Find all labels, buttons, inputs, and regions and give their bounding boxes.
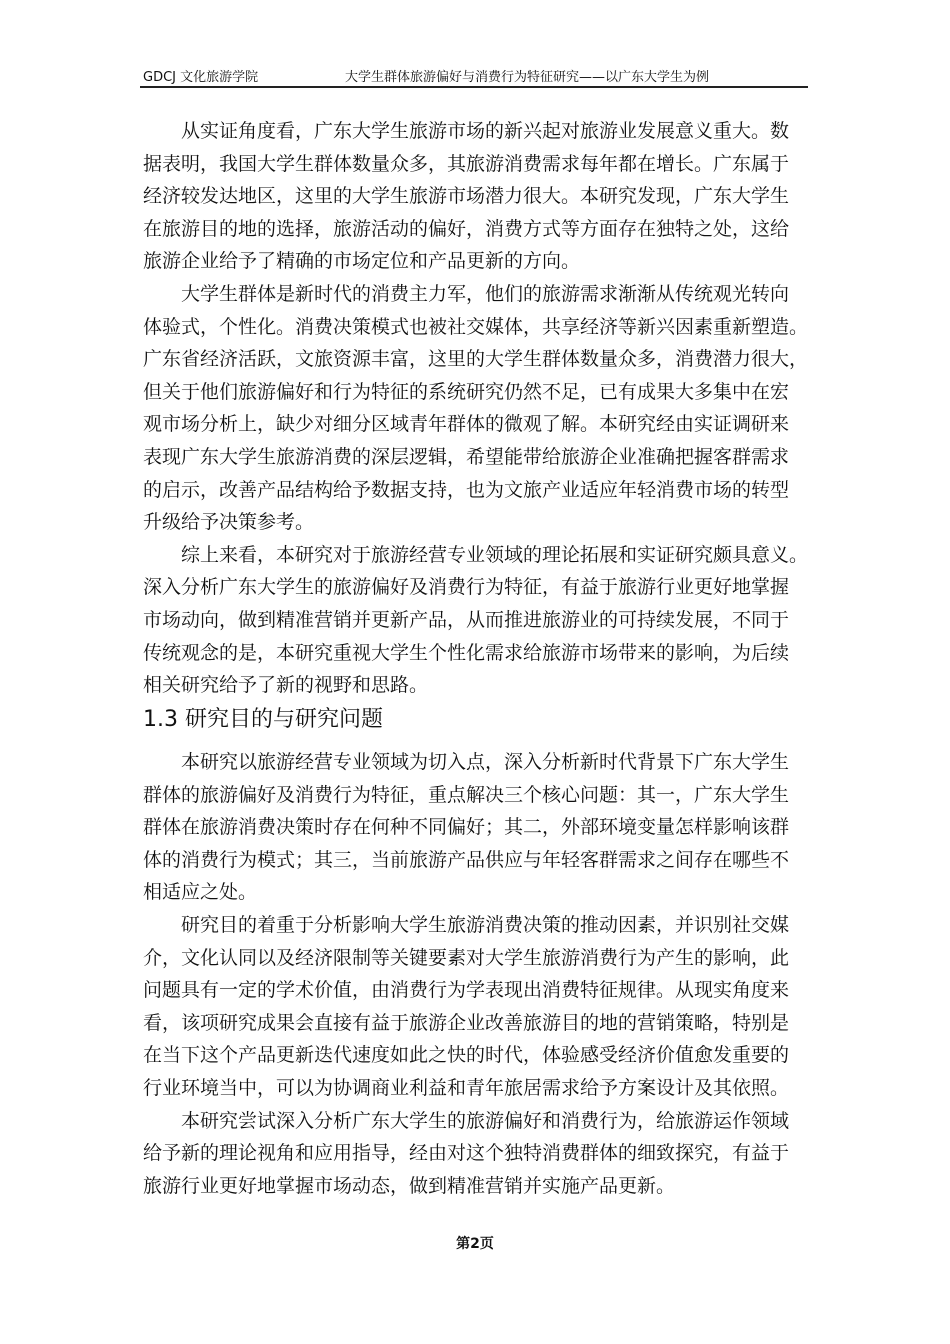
header-rule — [140, 86, 808, 88]
paragraph-line: 看，该项研究成果会直接有益于旅游企业改善旅游目的地的营销策略，特别是 — [143, 1011, 790, 1034]
paragraph-line: 相适应之处。 — [143, 881, 258, 904]
paragraph-line: 综上来看，本研究对于旅游经营专业领域的理论拓展和实证研究颇具意义。 — [181, 543, 809, 566]
paragraph — [143, 746, 813, 909]
page-number: 第2页 — [456, 1236, 494, 1252]
paragraph-line: 问题具有一定的学术价值，由消费行为学表现出消费特征规律。从现实角度来 — [143, 979, 790, 1002]
paragraph-line: 体的消费行为模式；其三，当前旅游产品供应与年轻客群需求之间存在哪些不 — [143, 848, 790, 871]
paragraph-line: 表现广东大学生旅游消费的深层逻辑，希望能带给旅游企业准确把握客群需求 — [143, 445, 790, 468]
paragraph-line: 本研究以旅游经营专业领域为切入点，深入分析新时代背景下广东大学生 — [181, 751, 790, 773]
paragraph-line: 在当下这个产品更新迭代速度如此之快的时代，体验感受经济价值愈发重要的 — [143, 1044, 790, 1067]
paragraph-line: 群体在旅游消费决策时存在何种不同偏好；其二，外部环境变量怎样影响该群 — [143, 816, 790, 839]
paragraph-line: 体验式，个性化。消费决策模式也被社交媒体，共享经济等新兴因素重新塑造。 — [143, 315, 809, 338]
paragraph — [143, 539, 813, 702]
paragraph-line: 相关研究给予了新的视野和思路。 — [143, 674, 429, 697]
header-institution: GDCJ 文化旅游学院 — [143, 70, 259, 85]
paragraph-line: 群体的旅游偏好及消费行为特征，重点解决三个核心问题：其一，广东大学生 — [143, 783, 790, 806]
paragraph — [143, 278, 813, 539]
paragraph-line: 广东省经济活跃，文旅资源丰富，这里的大学生群体数量众多，消费潜力很大， — [143, 348, 809, 371]
paragraph-line: 介，文化认同以及经济限制等关键要素对大学生旅游消费行为产生的影响，此 — [143, 946, 790, 969]
paragraph-line: 给予新的理论视角和应用指导，经由对这个独特消费群体的细致探究，有益于 — [143, 1142, 790, 1165]
paragraph-line: 升级给予决策参考。 — [143, 511, 315, 534]
paragraph-line: 研究目的着重于分析影响大学生旅游消费决策的推动因素，并识别社交媒 — [181, 913, 790, 936]
paragraph-line: 行业环境当中，可以为协调商业利益和青年旅居需求给予方案设计及其依照。 — [143, 1076, 790, 1099]
paragraph-line: 大学生群体是新时代的消费主力军，他们的旅游需求渐渐从传统观光转向 — [181, 282, 790, 305]
paragraph-line: 的启示，改善产品结构给予数据支持，也为文旅产业适应年轻消费市场的转型 — [143, 478, 790, 501]
paragraph-line: 传统观念的是，本研究重视大学生个性化需求给旅游市场带来的影响，为后续 — [143, 641, 790, 664]
paragraph-line: 但关于他们旅游偏好和行为特征的系统研究仍然不足，已有成果大多集中在宏 — [143, 380, 790, 403]
paragraph-line: 本研究尝试深入分析广东大学生的旅游偏好和消费行为，给旅游运作领域 — [181, 1109, 790, 1132]
paragraph — [143, 1105, 813, 1203]
body-section-before — [143, 115, 813, 702]
paragraph-line: 旅游行业更好地掌握市场动态，做到精准营销并实施产品更新。 — [143, 1174, 676, 1197]
paragraph-line: 深入分析广东大学生的旅游偏好及消费行为特征，有益于旅游行业更好地掌握 — [143, 576, 790, 599]
paragraph-line: 观市场分析上，缺少对细分区域青年群体的微观了解。本研究经由实证调研来 — [143, 413, 790, 436]
paragraph-line: 从实证角度看，广东大学生旅游市场的新兴起对旅游业发展意义重大。数 — [181, 120, 790, 142]
paragraph-line: 市场动向，做到精准营销并更新产品，从而推进旅游业的可持续发展，不同于 — [143, 608, 790, 631]
body-section-after — [143, 746, 813, 1202]
paragraph — [143, 115, 813, 278]
paragraph-line: 据表明，我国大学生群体数量众多，其旅游消费需求每年都在增长。广东属于 — [143, 152, 790, 175]
paragraph-line: 在旅游目的地的选择，旅游活动的偏好，消费方式等方面存在独特之处，这给 — [143, 217, 790, 240]
paragraph-line: 旅游企业给予了精确的市场定位和产品更新的方向。 — [143, 250, 581, 273]
paragraph — [143, 909, 813, 1105]
paragraph-line: 经济较发达地区，这里的大学生旅游市场潜力很大。本研究发现，广东大学生 — [143, 185, 790, 208]
header-document-title: 大学生群体旅游偏好与消费行为特征研究——以广东大学生为例 — [345, 70, 710, 85]
section-heading: 1.3 研究目的与研究问题 — [143, 707, 383, 732]
